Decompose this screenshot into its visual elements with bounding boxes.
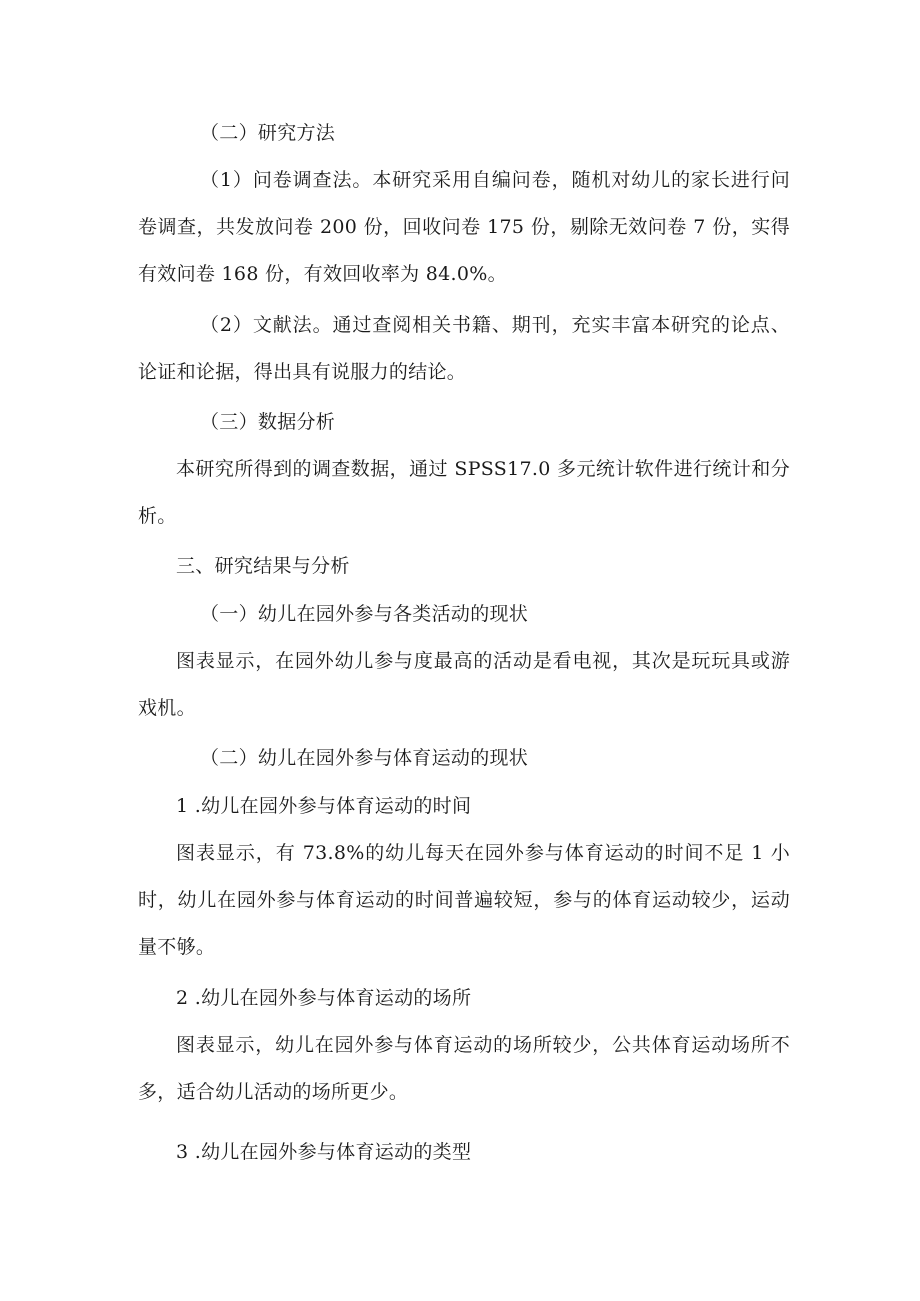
paragraph-questionnaire-method: （1）问卷调查法。本研究采用自编问卷，随机对幼儿的家长进行问卷调查，共发放问卷 200 份，回收问卷 175 份，剔除无效问卷 7 份，实得有效问卷 168 份，有效回收率为 84.0%。 [138, 169, 790, 285]
paragraph-literature-method: （2）文献法。通过查阅相关书籍、期刊，充实丰富本研究的论点、论证和论据，得出具有说服力的结论。 [138, 314, 790, 383]
section-heading-results: 三、研究结果与分析 [176, 555, 350, 577]
subheading-sports: （二）幼儿在园外参与体育运动的现状 [200, 747, 529, 769]
item-sports-type: 3 .幼儿在园外参与体育运动的类型 [176, 1141, 472, 1163]
paragraph-data-analysis: 本研究所得到的调查数据，通过 SPSS17.0 多元统计软件进行统计和分析。 [138, 458, 790, 527]
section-heading-analysis: （三）数据分析 [200, 411, 336, 433]
item-sports-time: 1 .幼儿在园外参与体育运动的时间 [176, 795, 472, 817]
section-heading-methods: （二）研究方法 [200, 122, 336, 144]
paragraph-sports-time: 图表显示，有 73.8%的幼儿每天在园外参与体育运动的时间不足 1 小时，幼儿在园外参与体育运动的时间普遍较短，参与的体育运动较少，运动量不够。 [138, 842, 790, 958]
item-sports-venue: 2 .幼儿在园外参与体育运动的场所 [176, 987, 472, 1009]
paragraph-activities: 图表显示，在园外幼儿参与度最高的活动是看电视，其次是玩玩具或游戏机。 [138, 650, 790, 719]
subheading-activities: （一）幼儿在园外参与各类活动的现状 [200, 603, 529, 625]
paragraph-sports-venue: 图表显示，幼儿在园外参与体育运动的场所较少，公共体育运动场所不多，适合幼儿活动的场所更少。 [138, 1034, 790, 1103]
